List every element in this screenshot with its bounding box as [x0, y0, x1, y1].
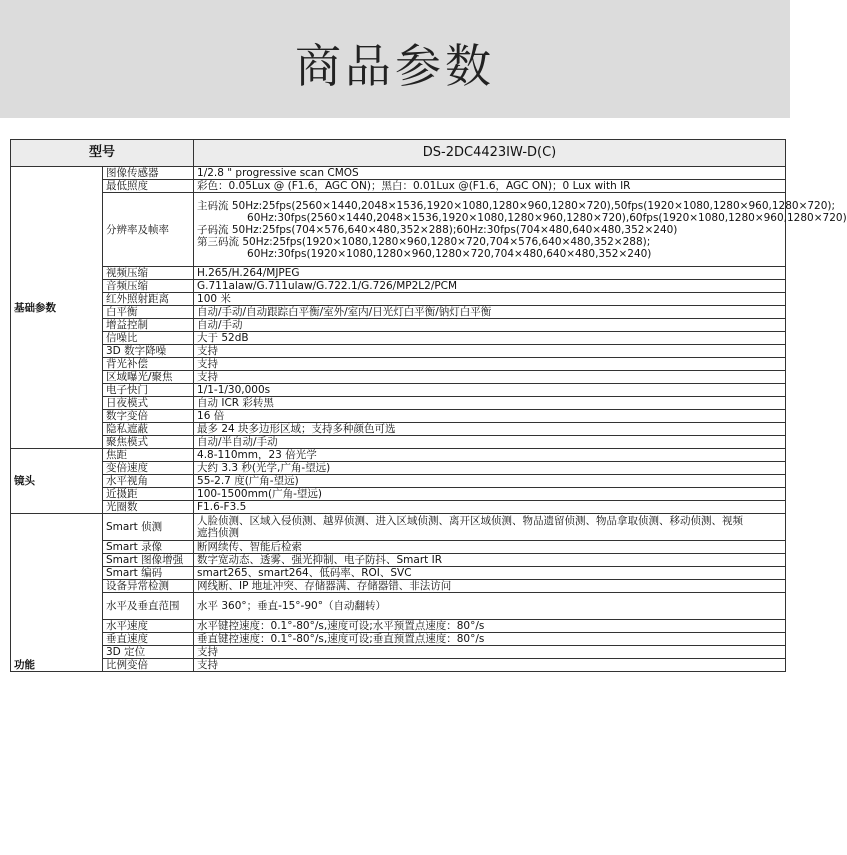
spec-value	[194, 332, 786, 345]
spec-value-line: G.711alaw/G.711ulaw/G.722.1/G.726/MP2L2/PCM	[197, 280, 458, 292]
spec-value-line: 最多 24 块多边形区域；支持多种颜色可选	[197, 423, 396, 435]
spec-value-line: 水平键控速度：0.1°-80°/s,速度可设;水平预置点速度：80°/s	[197, 620, 485, 632]
spec-row	[11, 449, 786, 462]
category-label: 基础参数	[11, 167, 103, 449]
spec-name: 3D 定位	[103, 646, 194, 659]
spec-value-line: 数字宽动态、透雾、强光抑制、电子防抖、Smart IR	[197, 554, 443, 566]
spec-name: 近摄距	[103, 488, 194, 501]
spec-name: 最低照度	[103, 180, 194, 193]
spec-value-line: 支持	[197, 358, 219, 370]
spec-value-line: 人脸侦测、区域入侵侦测、越界侦测、进入区域侦测、离开区域侦测、物品遗留侦测、物品拿取侦测、移动侦测、视频	[197, 515, 744, 527]
spec-row	[11, 475, 786, 488]
spec-row	[11, 180, 786, 193]
spec-value	[194, 633, 786, 646]
spec-name: 区域曝光/聚焦	[103, 371, 194, 384]
spec-row	[11, 358, 786, 371]
spec-row	[11, 646, 786, 659]
spec-name: 水平视角	[103, 475, 194, 488]
spec-row	[11, 633, 786, 646]
spec-value-line: smart265、smart264、低码率、ROI、SVC	[197, 567, 412, 579]
spec-row	[11, 384, 786, 397]
spec-row	[11, 267, 786, 280]
spec-value-line: 水平 360°；垂直-15°-90°（自动翻转）	[197, 600, 386, 612]
spec-value	[194, 410, 786, 423]
spec-value-line: 60Hz:30fps(1920×1080,1280×960,1280×720,704×480,640×480,352×240)	[247, 247, 652, 260]
spec-name: 变倍速度	[103, 462, 194, 475]
spec-value	[194, 358, 786, 371]
spec-value	[194, 541, 786, 554]
spec-value	[194, 659, 786, 672]
spec-name: 增益控制	[103, 319, 194, 332]
spec-row	[11, 423, 786, 436]
spec-value-line: 支持	[197, 371, 219, 383]
spec-value	[194, 397, 786, 410]
table-header-row	[11, 140, 786, 167]
spec-row	[11, 319, 786, 332]
spec-value-line: 自动/手动	[197, 319, 243, 331]
spec-name: Smart 录像	[103, 541, 194, 554]
spec-name: 视频压缩	[103, 267, 194, 280]
spec-value-line: 遮挡侦测	[197, 527, 240, 539]
spec-value	[194, 488, 786, 501]
spec-value-line: 自动/半自动/手动	[197, 436, 278, 448]
spec-value-line: 网线断、IP 地址冲突、存储器满、存储器错、非法访问	[197, 580, 452, 592]
spec-value	[194, 319, 786, 332]
spec-value-line: 大约 3.3 秒(光学,广角-望远)	[197, 462, 331, 474]
spec-name: 光圈数	[103, 501, 194, 514]
spec-value	[194, 280, 786, 293]
spec-row	[11, 332, 786, 345]
spec-row	[11, 659, 786, 672]
spec-value	[194, 423, 786, 436]
spec-row	[11, 436, 786, 449]
spec-row	[11, 280, 786, 293]
spec-value	[194, 580, 786, 593]
category-label: 功能	[11, 514, 103, 672]
spec-row	[11, 554, 786, 567]
spec-row	[11, 293, 786, 306]
spec-value	[194, 193, 847, 267]
spec-row	[11, 167, 786, 180]
spec-row	[11, 410, 786, 423]
spec-value	[194, 593, 786, 620]
spec-value	[194, 620, 786, 633]
spec-value	[194, 514, 786, 541]
spec-value-line: 4.8-110mm，23 倍光学	[197, 449, 317, 461]
spec-value-line: 彩色：0.05Lux @ (F1.6，AGC ON)；黑白：0.01Lux @(F1.6，AGC ON)；0 Lux with IR	[197, 180, 631, 192]
spec-row	[11, 541, 786, 554]
spec-row	[11, 306, 786, 319]
spec-name: 红外照射距离	[103, 293, 194, 306]
spec-value	[194, 449, 786, 462]
spec-name: 水平速度	[103, 620, 194, 633]
spec-name: 隐私遮蔽	[103, 423, 194, 436]
spec-value	[194, 567, 786, 580]
banner	[0, 0, 790, 118]
spec-name: 日夜模式	[103, 397, 194, 410]
spec-value	[194, 646, 786, 659]
spec-value-line: 主码流 50Hz:25fps(2560×1440,2048×1536,1920×1080,1280×960,1280×720),50fps(1920×1080,1280×960,1280×720);	[197, 199, 836, 212]
spec-value-line: 自动 ICR 彩转黑	[197, 397, 274, 409]
spec-name: Smart 编码	[103, 567, 194, 580]
spec-value-line: 1/2.8 " progressive scan CMOS	[197, 167, 359, 179]
spec-value-line: 第三码流 50Hz:25fps(1920×1080,1280×960,1280×720,704×576,640×480,352×288);	[197, 235, 651, 248]
spec-value	[194, 267, 786, 280]
spec-value	[194, 345, 786, 358]
spec-value-line: 子码流 50Hz:25fps(704×576,640×480,352×288);60Hz:30fps(704×480,640×480,352×240)	[197, 223, 678, 236]
spec-value	[194, 501, 786, 514]
spec-value-line: 自动/手动/自动跟踪白平衡/室外/室内/日光灯白平衡/钠灯白平衡	[197, 306, 492, 318]
spec-name: 水平及垂直范围	[103, 593, 194, 620]
spec-value	[194, 475, 786, 488]
model-value: DS-2DC4423IW-D(C)	[194, 140, 786, 167]
spec-value-line: 1/1-1/30,000s	[197, 384, 271, 396]
spec-table	[10, 139, 847, 672]
spec-value-line: F1.6-F3.5	[197, 501, 247, 513]
spec-name: 分辨率及帧率	[103, 193, 194, 267]
spec-value-line: 支持	[197, 345, 219, 357]
page-title: 商品参数	[295, 39, 495, 93]
spec-row	[11, 462, 786, 475]
spec-value-line: 100 米	[197, 293, 231, 305]
spec-value	[194, 180, 786, 193]
category-label: 镜头	[11, 449, 103, 514]
spec-value	[194, 384, 786, 397]
spec-name: 垂直速度	[103, 633, 194, 646]
spec-name: 设备异常检测	[103, 580, 194, 593]
spec-name: 背光补偿	[103, 358, 194, 371]
spec-name: 比例变倍	[103, 659, 194, 672]
spec-value	[194, 293, 786, 306]
spec-name: 电子快门	[103, 384, 194, 397]
spec-name: Smart 图像增强	[103, 554, 194, 567]
spec-name: 焦距	[103, 449, 194, 462]
spec-name: 音频压缩	[103, 280, 194, 293]
spec-value	[194, 167, 786, 180]
spec-name: 3D 数字降噪	[103, 345, 194, 358]
spec-name: Smart 侦测	[103, 514, 194, 541]
spec-value-line: 55-2.7 度(广角-望远)	[197, 475, 299, 487]
spec-value-line: 16 倍	[197, 410, 225, 422]
spec-row	[11, 593, 786, 620]
spec-row	[11, 501, 786, 514]
spec-row	[11, 345, 786, 358]
spec-row	[11, 488, 786, 501]
spec-value	[194, 306, 786, 319]
spec-row	[11, 620, 786, 633]
spec-value-line: H.265/H.264/MJPEG	[197, 267, 300, 279]
spec-value	[194, 554, 786, 567]
spec-value-line: 支持	[197, 659, 219, 671]
spec-value-line: 垂直键控速度：0.1°-80°/s,速度可设;垂直预置点速度：80°/s	[197, 633, 485, 645]
spec-row	[11, 193, 786, 267]
spec-value	[194, 462, 786, 475]
spec-name: 信噪比	[103, 332, 194, 345]
model-label: 型号	[11, 140, 194, 167]
spec-value-line: 支持	[197, 646, 219, 658]
spec-value-line: 大于 52dB	[197, 332, 249, 344]
spec-value-line: 100-1500mm(广角-望远)	[197, 488, 323, 500]
spec-row	[11, 580, 786, 593]
spec-name: 聚焦模式	[103, 436, 194, 449]
spec-row	[11, 514, 786, 541]
spec-row	[11, 397, 786, 410]
spec-value	[194, 371, 786, 384]
spec-row	[11, 371, 786, 384]
spec-value-line: 60Hz:30fps(2560×1440,2048×1536,1920×1080,1280×960,1280×720),60fps(1920×1080,1280×960,1280×720)	[247, 211, 847, 224]
spec-value-line: 断网续传、智能后检索	[197, 541, 303, 553]
spec-name: 白平衡	[103, 306, 194, 319]
spec-name: 图像传感器	[103, 167, 194, 180]
spec-value	[194, 436, 786, 449]
spec-name: 数字变倍	[103, 410, 194, 423]
spec-row	[11, 567, 786, 580]
